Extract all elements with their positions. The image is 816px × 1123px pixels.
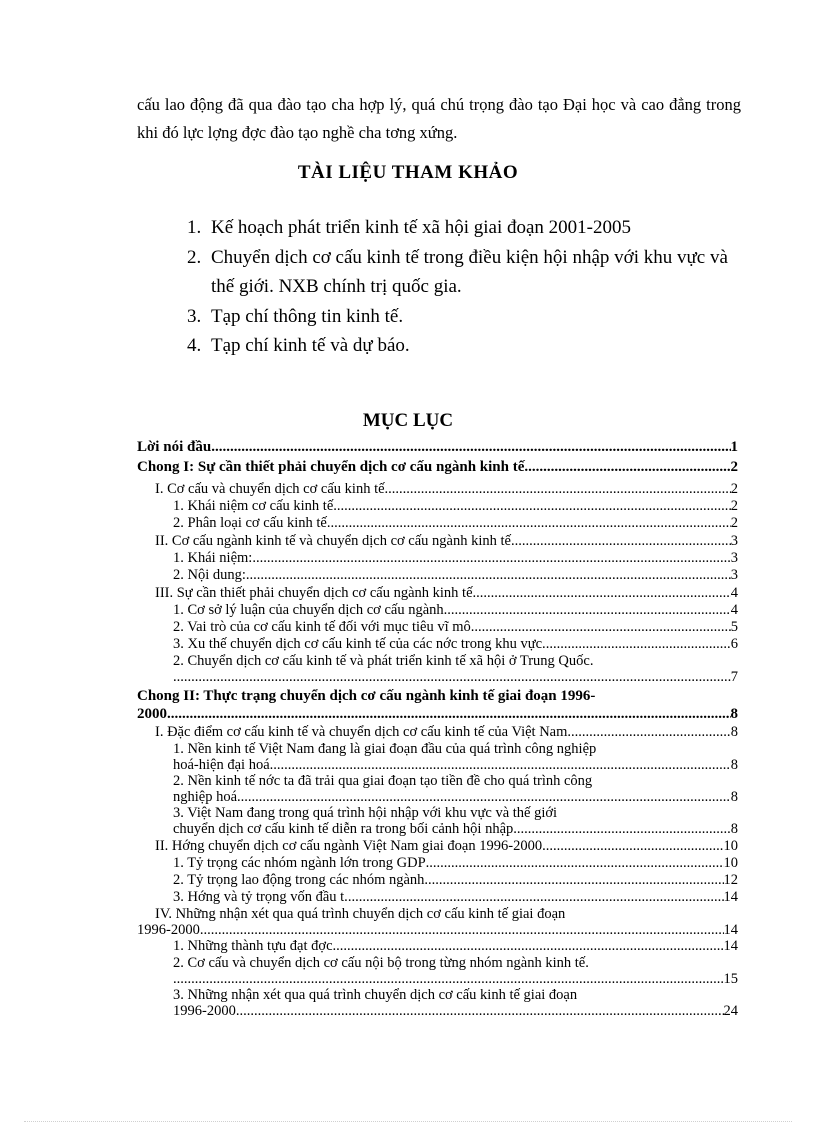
reference-text: Chuyển dịch cơ cấu kinh tế trong điều kiện hội nhập với khu vực và thế giới. NXB chính trị quốc gia.: [211, 246, 728, 297]
toc-entry[interactable]: 1. Cơ sở lý luận của chuyển dịch cơ cấu ngành. ..... 4: [137, 602, 738, 619]
toc-entry[interactable]: IV. Những nhận xét qua quá trình chuyển dịch cơ cấu kinh tế giai đoạn 1996-2000. ..... 14: [137, 906, 738, 938]
toc-entry[interactable]: 2. Nền kinh tế nớc ta đã trải qua giai đoạn tạo tiền đề cho quá trình công nghiệp hoá. ..... 8: [137, 773, 738, 805]
toc-entry[interactable]: 3. Hớng và tỷ trọng vốn đầu t. ..... 14: [137, 889, 738, 906]
toc-title: MỤC LỤC: [362, 410, 454, 431]
reference-number: 3.: [187, 305, 202, 327]
toc-entry[interactable]: II. Hớng chuyển dịch cơ cấu ngành Việt Nam giai đoạn 1996-2000. ..... 10: [137, 838, 738, 855]
toc-entry[interactable]: 2. Vai trò của cơ cấu kinh tế đối với mục tiêu vĩ mô. ..... 5: [137, 619, 738, 636]
toc-entry[interactable]: 2. Chuyển dịch cơ cấu kinh tế và phát triển kinh tế xã hội ở Trung Quốc. ..... 7: [137, 653, 738, 685]
reference-number: 4.: [187, 335, 202, 356]
toc-entry[interactable]: 3. Xu thế chuyển dịch cơ cấu kinh tế của các nớc trong khu vực. ..... 6: [137, 636, 738, 653]
reference-item: [187, 302, 741, 332]
reference-number: 1.: [187, 217, 202, 238]
toc-entry[interactable]: I. Đặc điểm cơ cấu kinh tế và chuyển dịch cơ cấu kinh tế của Việt Nam. ..... 8: [137, 724, 738, 741]
toc-entry[interactable]: 2. Tỷ trọng lao động trong các nhóm ngành. ..... 12: [137, 872, 738, 889]
reference-text: Tạp chí thông tin kinh tế.: [211, 305, 404, 327]
table-of-contents: [137, 437, 738, 1019]
toc-entry[interactable]: 1. Khái niệm cơ cấu kinh tế. ..... 2: [137, 498, 738, 515]
reference-text: Tạp chí kinh tế và dự báo.: [211, 335, 410, 356]
toc-entry[interactable]: 3. Những nhận xét qua quá trình chuyển dịch cơ cấu kinh tế giai đoạn 1996-2000. ..... 24: [137, 987, 738, 1019]
toc-entry[interactable]: I. Cơ cấu và chuyển dịch cơ cấu kinh tế. ..... 2: [137, 481, 738, 498]
references-title: TÀI LIỆU THAM KHẢO: [297, 162, 519, 183]
page-bottom-rule: [24, 1121, 792, 1122]
toc-entry[interactable]: Chong I: Sự cần thiết phải chuyển dịch cơ cấu ngành kinh tế ..... 2: [137, 457, 738, 477]
toc-entry[interactable]: 2. Cơ cấu và chuyển dịch cơ cấu nội bộ trong từng nhóm ngành kinh tế. ..... 15: [137, 955, 738, 987]
toc-entry[interactable]: 1. Những thành tựu đạt đợc. ..... 14: [137, 938, 738, 955]
reference-item: [187, 213, 741, 243]
reference-text: Kế hoạch phát triển kinh tế xã hội giai đoạn 2001-2005: [211, 217, 632, 238]
toc-entry[interactable]: 1. Tỷ trọng các nhóm ngành lớn trong GDP ..... 10: [137, 855, 738, 872]
toc-entry[interactable]: Lời nói đầu ..... 1: [137, 437, 738, 457]
references-list: [187, 213, 741, 361]
reference-item: [187, 243, 741, 302]
toc-entry[interactable]: 2. Phân loại cơ cấu kinh tế. ..... 2: [137, 515, 738, 532]
toc-entry[interactable]: 2. Nội dung: ..... 3: [137, 567, 738, 584]
toc-entry[interactable]: Chong II: Thực trạng chuyển dịch cơ cấu ngành kinh tế giai đoạn 1996- 2000 ..... 8: [137, 687, 738, 723]
toc-entry[interactable]: III. Sự cần thiết phải chuyển dịch cơ cấu ngành kinh tế. ..... 4: [137, 585, 738, 602]
reference-number: 2.: [187, 246, 202, 268]
toc-entry[interactable]: II. Cơ cấu ngành kinh tế và chuyển dịch cơ cấu ngành kinh tế. ..... 3: [137, 533, 738, 550]
toc-entry[interactable]: 3. Việt Nam đang trong quá trình hội nhập với khu vực và thế giới chuyển dịch cơ cấu kinh tế diễn ra trong bối cảnh hội nhập. ..... 8: [137, 805, 738, 837]
intro-paragraph: cấu lao động đã qua đào tạo cha hợp lý, quá chú trọng đào tạo Đại học và cao đẳng trong khi đó lực lợng đợc đào tạo nghề cha tơng xứng.: [137, 95, 741, 142]
toc-entry[interactable]: 1. Khái niệm: ..... 3: [137, 550, 738, 567]
toc-entry[interactable]: 1. Nền kinh tế Việt Nam đang là giai đoạn đầu của quá trình công nghiệp hoá-hiện đại hoá. ..... 8: [137, 741, 738, 773]
reference-item: [187, 331, 741, 361]
